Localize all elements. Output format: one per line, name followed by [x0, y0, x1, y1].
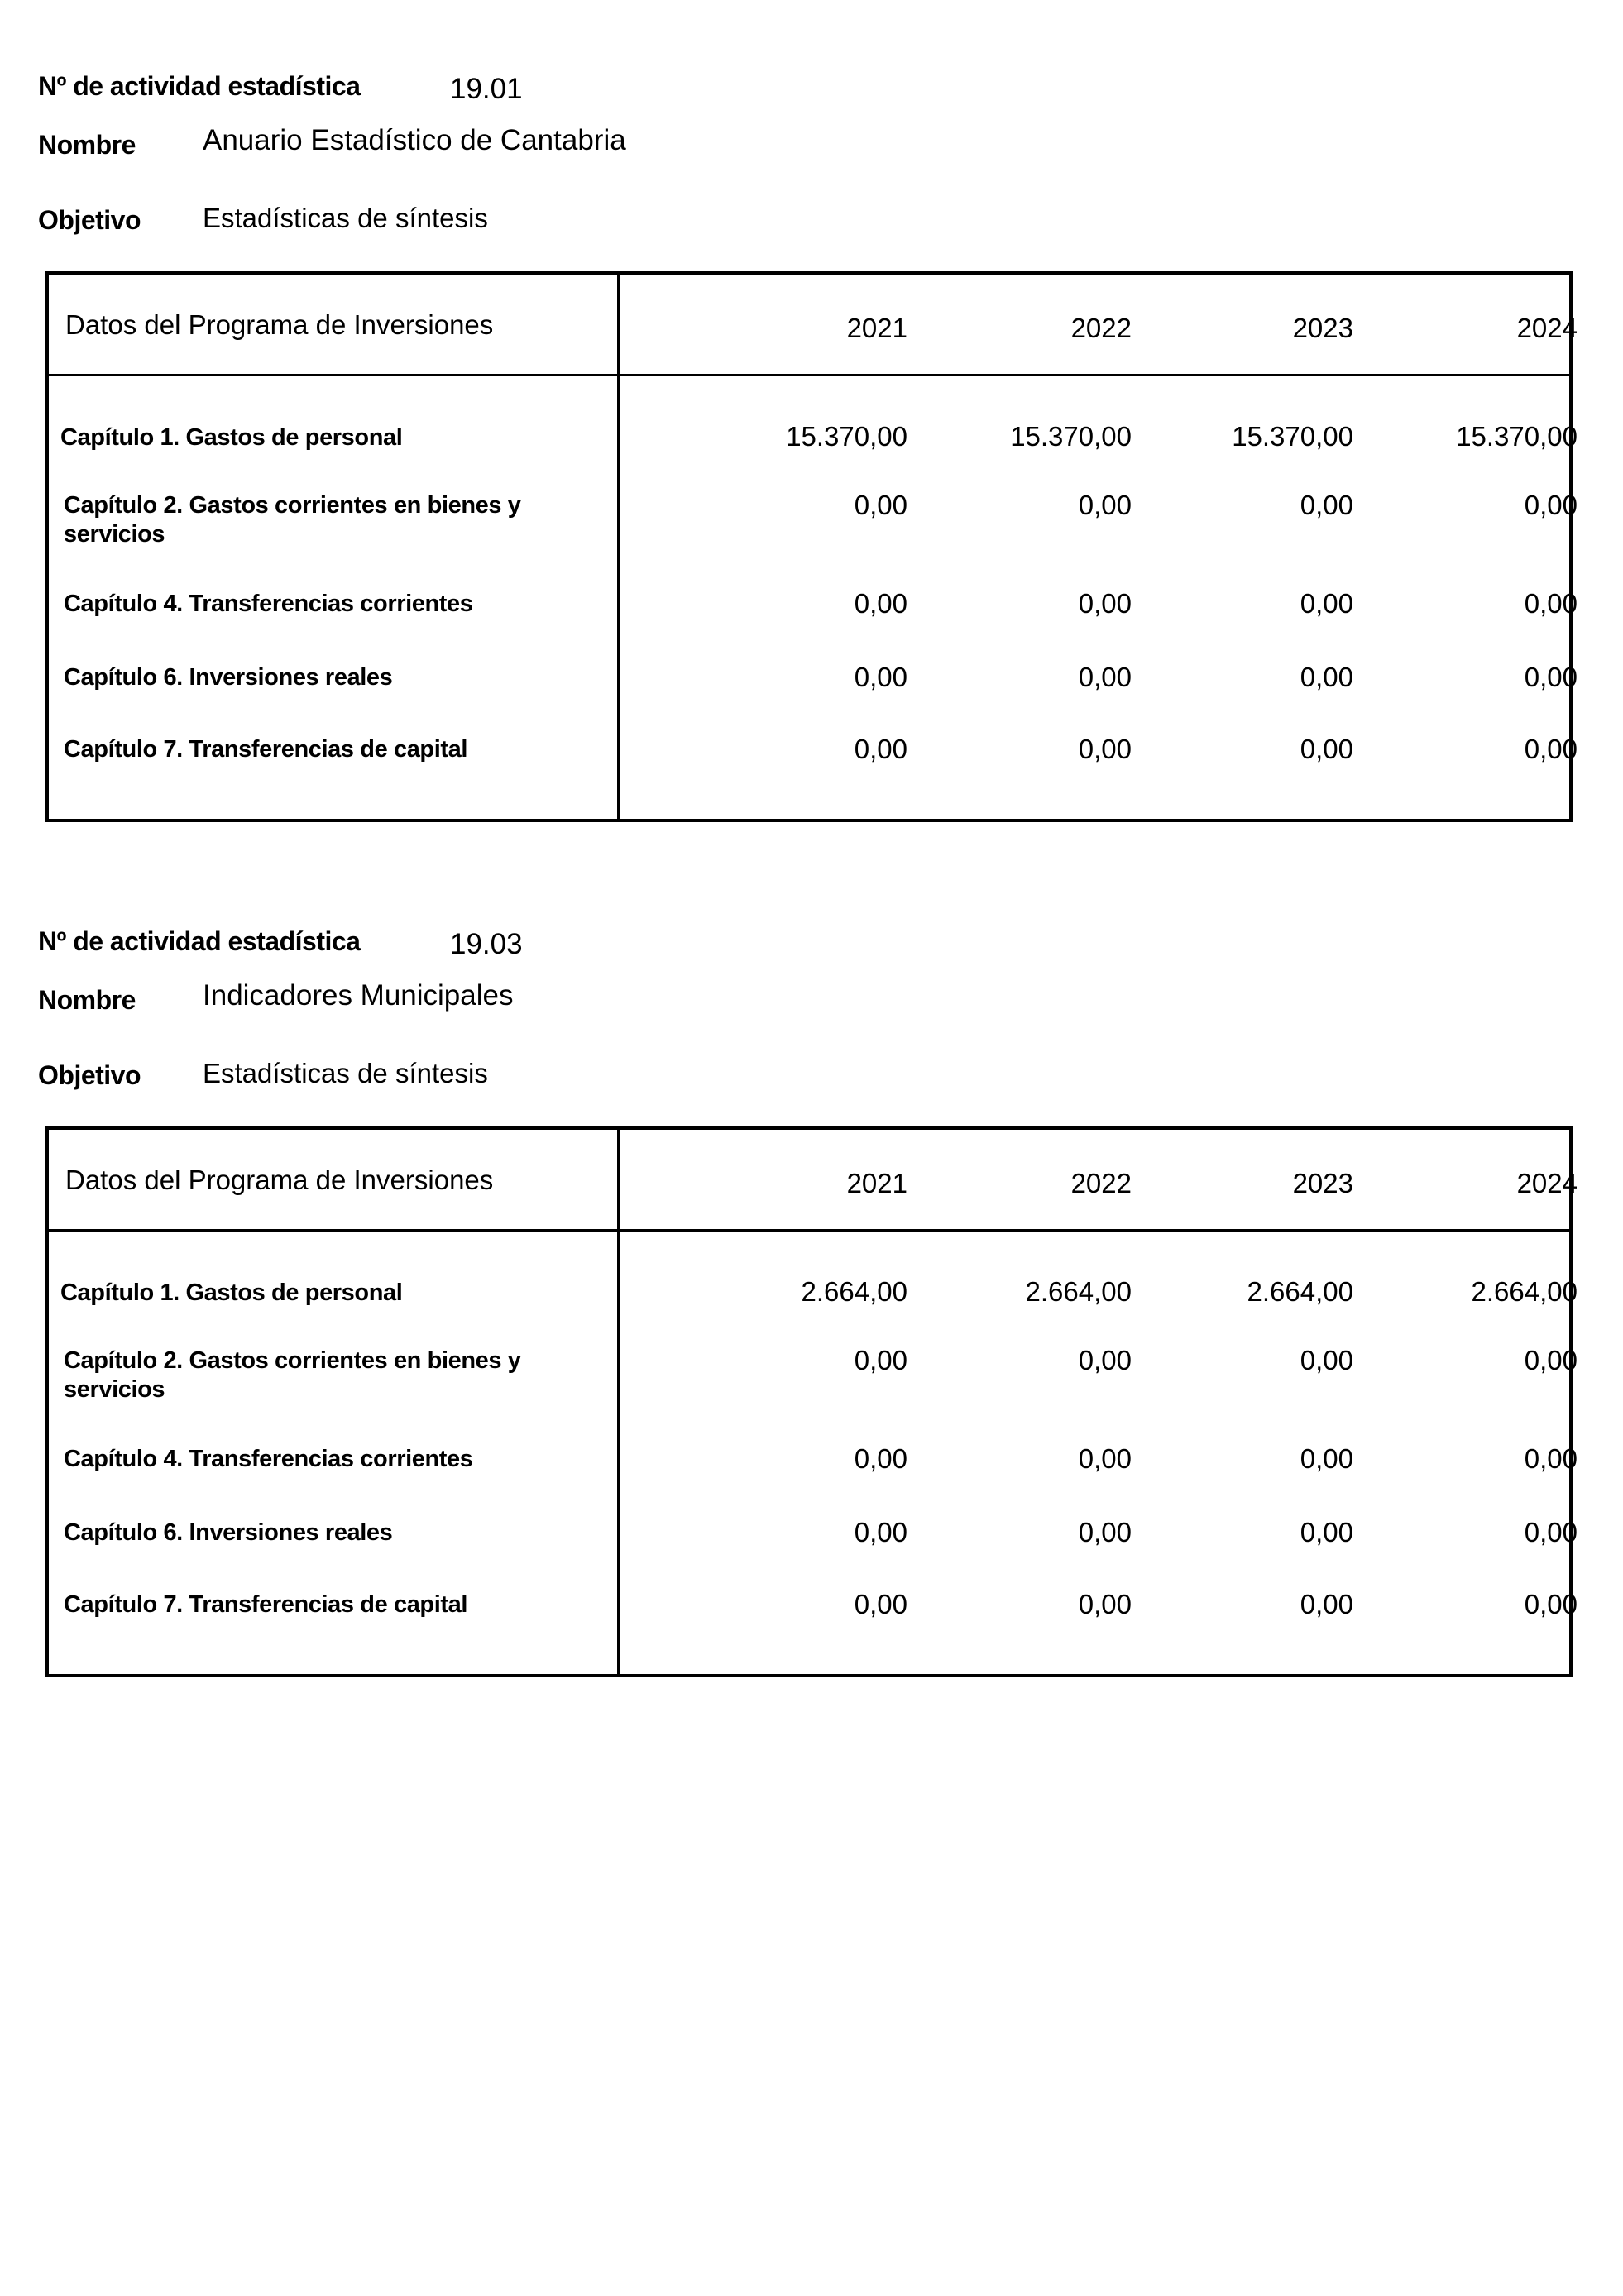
table-cell: 0,00	[854, 1589, 907, 1619]
activity-number-value: 19.03	[450, 928, 523, 960]
table-cell: 0,00	[854, 1345, 907, 1375]
table-cell: 0,00	[1078, 1345, 1132, 1375]
investment-table	[45, 271, 1578, 822]
table-cell: 0,00	[1078, 490, 1132, 520]
table-cell: 0,00	[854, 662, 907, 692]
table-divider-vertical	[617, 1130, 620, 1674]
investment-table	[45, 1126, 1578, 1677]
table-cell: 15.370,00	[1010, 421, 1132, 452]
table-cell: 0,00	[1078, 734, 1132, 764]
activity-number-value: 19.01	[450, 73, 523, 105]
table-header-title: Datos del Programa de Inversiones	[65, 309, 494, 340]
table-cell: 0,00	[1300, 1345, 1353, 1375]
year-header: 2022	[1070, 313, 1132, 343]
table-cell: 0,00	[1524, 588, 1578, 619]
table-header-title: Datos del Programa de Inversiones	[65, 1165, 494, 1195]
table-cell: 0,00	[1300, 490, 1353, 520]
table-cell: 0,00	[854, 1517, 907, 1547]
objective-value: Estadísticas de síntesis	[203, 203, 488, 233]
table-cell: 15.370,00	[1232, 421, 1353, 452]
row-label: Capítulo 4. Transferencias corrientes	[64, 591, 473, 617]
name-value: Anuario Estadístico de Cantabria	[203, 124, 626, 156]
table-cell: 0,00	[1524, 1443, 1578, 1474]
year-header: 2024	[1516, 1168, 1578, 1198]
row-label: Capítulo 4. Transferencias corrientes	[64, 1446, 473, 1472]
table-cell: 2.664,00	[1025, 1276, 1132, 1307]
table-cell: 0,00	[1524, 662, 1578, 692]
year-header: 2022	[1070, 1168, 1132, 1198]
table-cell: 0,00	[1524, 490, 1578, 520]
year-header: 2021	[846, 1168, 907, 1198]
table-cell: 0,00	[1524, 734, 1578, 764]
table-cell: 0,00	[1300, 662, 1353, 692]
table-cell: 0,00	[1078, 588, 1132, 619]
table-cell: 0,00	[1300, 1589, 1353, 1619]
table-cell: 0,00	[1300, 734, 1353, 764]
row-label: Capítulo 7. Transferencias de capital	[64, 736, 468, 763]
table-cell: 0,00	[1078, 662, 1132, 692]
table-divider-vertical	[617, 275, 620, 819]
table-cell: 15.370,00	[786, 421, 907, 452]
table-cell: 0,00	[854, 1443, 907, 1474]
table-divider-horizontal	[49, 1229, 1569, 1232]
row-label: Capítulo 2. Gastos corrientes en bienes y servicios	[64, 492, 521, 548]
table-divider-horizontal	[49, 374, 1569, 376]
objective-label: Objetivo	[38, 205, 141, 235]
table-cell: 0,00	[1524, 1589, 1578, 1619]
year-header: 2023	[1292, 313, 1353, 343]
table-cell: 2.664,00	[1471, 1276, 1578, 1307]
table-cell: 0,00	[854, 734, 907, 764]
year-header: 2021	[846, 313, 907, 343]
row-label: Capítulo 2. Gastos corrientes en bienes y servicios	[64, 1347, 521, 1403]
name-label: Nombre	[38, 985, 136, 1015]
table-cell: 0,00	[1300, 1517, 1353, 1547]
year-header: 2023	[1292, 1168, 1353, 1198]
table-cell: 2.664,00	[801, 1276, 907, 1307]
table-cell: 0,00	[1524, 1517, 1578, 1547]
row-label: Capítulo 1. Gastos de personal	[60, 1280, 403, 1306]
objective-label: Objetivo	[38, 1060, 141, 1090]
table-cell: 0,00	[1300, 588, 1353, 619]
name-value: Indicadores Municipales	[203, 979, 514, 1012]
table-cell: 0,00	[1300, 1443, 1353, 1474]
table-cell: 15.370,00	[1456, 421, 1578, 452]
table-cell: 0,00	[1078, 1589, 1132, 1619]
row-label: Capítulo 1. Gastos de personal	[60, 424, 403, 451]
table-cell: 2.664,00	[1247, 1276, 1353, 1307]
table-cell: 0,00	[854, 490, 907, 520]
activity-number-label: Nº de actividad estadística	[38, 71, 361, 101]
table-cell: 0,00	[1078, 1517, 1132, 1547]
table-cell: 0,00	[1078, 1443, 1132, 1474]
year-header: 2024	[1516, 313, 1578, 343]
name-label: Nombre	[38, 130, 136, 160]
row-label: Capítulo 7. Transferencias de capital	[64, 1591, 468, 1618]
objective-value: Estadísticas de síntesis	[203, 1058, 488, 1088]
activity-number-label: Nº de actividad estadística	[38, 926, 361, 956]
row-label: Capítulo 6. Inversiones reales	[64, 664, 393, 691]
table-cell: 0,00	[1524, 1345, 1578, 1375]
table-cell: 0,00	[854, 588, 907, 619]
row-label: Capítulo 6. Inversiones reales	[64, 1519, 393, 1546]
